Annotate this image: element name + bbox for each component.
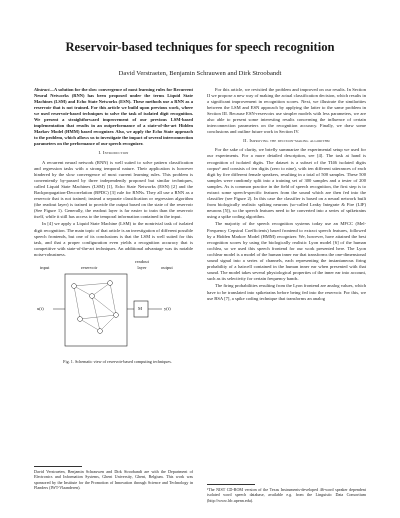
label-u-of-t: u(t) xyxy=(37,305,44,311)
left-column xyxy=(34,87,193,366)
section-heading-decision-making: II. Improving the decision-making algorithm xyxy=(243,138,330,144)
affiliation-footnote: David Verstraeten, Benjamin Schrauwen and Dirk Stroobandt are with the Department of Electronics and Information Systems, Ghent University, Ghent, Belgium. This work was sponsored by the Institute for the Promotion of Innovation through Science and Technology in Flanders (IWT-Vlaanderen). xyxy=(34,469,193,491)
abstract-text: —A solution for the slow convergence of most learning rules for Recurrent Neural Networks (RNN) has been proposed under the terms Liquid State Machines (LSM) and Echo State Networks (ESN). These methods use a RNN as a reservoir that is not trained. For this article we build upon previous work, where we used reservoir-based techniques to solve the task of isolated digit recognition. We present a straightforward improvement of our previous LSM-based implementation that results in an outperformance of a state-of-the-art Hidden Markov Model (HMM) based recognizer. Also, we apply the Echo State approach to the problem, which allows us to investigate the impact of several interconnection parameters on the performance of our speech recognizer. xyxy=(34,87,193,147)
right-column xyxy=(207,87,366,303)
figure-reservoir-schematic xyxy=(34,258,193,357)
label-output: output xyxy=(161,264,173,270)
right-paragraph-2: For the sake of clarity, we briefly summarize the experimental setup we used for our experiments. For a more detailed description, see [4]. The task at hand is recognition of isolated digits. The dataset is a subset of the TI46 isolated digits corpus¹ and consists of ten digits (zero to nine), with ten different utterances of each digit by five different female speakers, resulting in a total of 500 samples. These 500 samples were randomly split into a training set of 300 samples and a tester of 200 samples. As is common practice in the field of speech recognition, the first step is to extract some speech-specific features from the sound which are then fed into the classifier (see Figure 2). In this case the classifier is based on a neural network built from biologically realistic spiking neurons (so-called Leaky Integrate & Fire (LIF) neurons [5]), so the speech features need to be converted into a series of spiketrains using a spike coding algorithm. xyxy=(207,147,366,219)
abstract xyxy=(34,87,193,147)
label-input: input xyxy=(40,264,50,270)
label-layer: layer xyxy=(137,264,147,270)
reservoir-connections xyxy=(74,283,116,331)
footnote-rule-left xyxy=(34,466,82,467)
abstract-label: Abstract xyxy=(34,87,50,92)
intro-paragraph-2: In [4] we apply a Liquid State Machine (LSM) to the nontrivial task of isolated digit recognition. The main topic of that article is an investigation of different possible speech frontends, but one of its conclusions is that the LSM is well suited for this task, and that a proper configuration even yields a recognition accuracy that is competitive with state-of-the-art techniques. An additional advantage was its notable noise-robustness. xyxy=(34,221,193,257)
label-reservoir: reservoir xyxy=(81,264,98,270)
section-heading-introduction: I. Introduction xyxy=(98,150,129,156)
corpus-footnote: ¹The NIST CD-ROM version of the Texas Instruments-developed 46-word speaker dependent isolated word speech database, available e.g. from the Linguistic Data Consortium (http://www.ldc.upenn.edu). xyxy=(207,487,366,503)
label-y-of-t: y(t) xyxy=(164,305,171,311)
paper-authors: David Verstraeten, Benjamin Schrauwen and Dirk Stroobandt xyxy=(118,70,282,77)
paper-title: Reservoir-based techniques for speech recognition xyxy=(65,40,335,54)
intro-paragraph-1: A recurrent neural network (RNN) is well suited to solve pattern classification and regression tasks with a strong temporal nature. Their application is however hindered by the slow convergence of most current learning rules. This problem is conveniently by-passed by three independently proposed but similar techniques, called Liquid State Machines (LSM) [1], Echo State Networks (ESN) [2] and the Backpropagation-Decorrelation (BPDC) [3] rule for RNNs. They all use a RNN as a reservoir that is not trained; instead a separate classification or regression algorithm (the readout layer) is trained to provide the output based on the state of the reservoir (See Figure 1). Generally, the readout layer is far easier to train than the reservoir itself, while it still has access to the temporal information contained in the input. xyxy=(34,159,193,219)
right-paragraph-4: The firing probabilities resulting from the Lyon frontend are analog values, which have to be translated into spiketrains before being fed into the reservoir. For this, we use BSA [7], a spike coding technique that transforms an analog xyxy=(207,283,366,301)
figure-caption: Fig. 1. Schematic view of reservoir-based computing techniques. xyxy=(63,358,172,364)
label-m: M xyxy=(138,305,143,311)
right-paragraph-1: For this article, we revisited the problem and improved on our results. In Section II we propose a new way of making the actual classification decision, which results in a significant improvement in recognition scores. Next, we illustrate the similarities between the LSM and ESN approach by applying the latter to the same problem in Section III. Because ESN-reservoirs use simpler models with less parameters, we are also able to present some interesting results concerning the influence of certain interconnection parameters on the recognition accuracy. Finally, we draw some conclusions and outline future work in Section IV. xyxy=(207,87,366,135)
right-paragraph-3: The majority of the speech recognition systems today use an MFCC (Mel-Frequency Cepstral Coefficients) based frontend to extract speech features, followed by a Hidden Markov Model (HMM) recognizer. We, however, have attained the best recognition scores by using the biologically realistic Lyon model [6] of the human cochlea, so we used this speech frontend for our work presented here. The Lyon cochlear model is a model of the human inner ear that transforms the one-dimensional sound signal into a series of channels, each representing the instantaneous firing probability of a haircell contained in the human inner ear when presented with that sound. The model takes several physiological properties of the inner ear into account, such as its selectivity for certain frequency bands. xyxy=(207,221,366,281)
label-readout: readout xyxy=(135,258,149,264)
footnote-rule-right xyxy=(207,484,255,485)
